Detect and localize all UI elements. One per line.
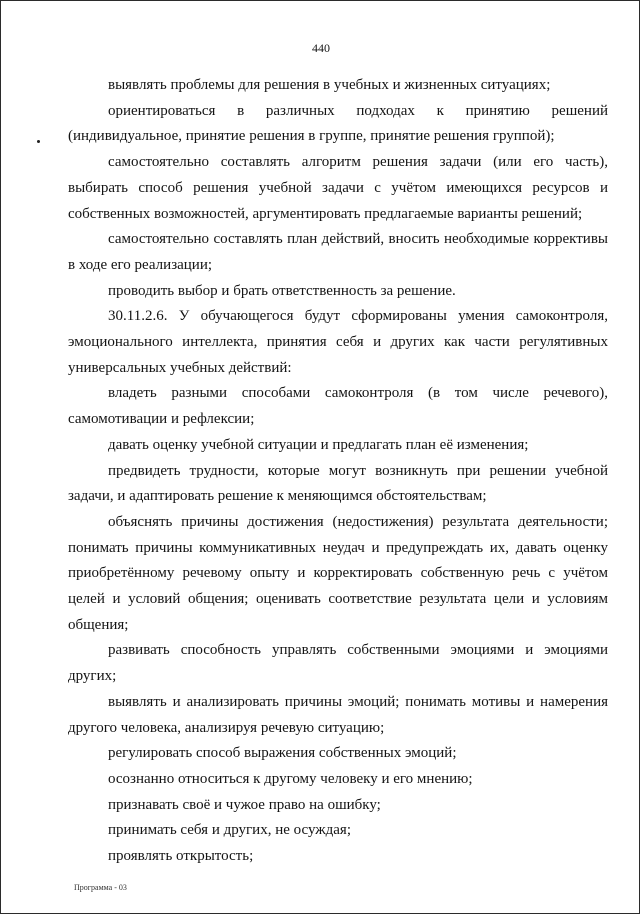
margin-mark <box>37 140 40 143</box>
paragraph: самостоятельно составлять план действий, вносить необходимые коррективы в ходе его реализации; <box>68 231 608 273</box>
paragraph: давать оценку учебной ситуации и предлагать план её изменения; <box>108 436 529 453</box>
paragraph: регулировать способ выражения собственных эмоций; <box>108 745 457 762</box>
footer-label: Программа - 03 <box>74 883 127 892</box>
paragraph: ориентироваться в различных подходах к принятию решений (индивидуальное, принятие решения в группе, принятие решения группой); <box>68 102 608 145</box>
paragraph: проводить выбор и брать ответственность за решение. <box>108 282 456 299</box>
paragraph: принимать себя и других, не осуждая; <box>108 822 352 839</box>
section-paragraph: 30.11.2.6. У обучающегося будут сформированы умения самоконтроля, эмоционального интеллекта, принятия себя и других как части регулятивных универсальных учебных действий: <box>68 308 608 376</box>
paragraph: объяснять причины достижения (недостижения) результата деятельности; понимать причины коммуникативных неудач и предупреждать их, давать оценку приобретённому речевому опыту и корректировать собственную речь с учётом целей и условий общения; оценивать соответствие результата цели и условиям общения; <box>68 513 608 633</box>
paragraph: самостоятельно составлять алгоритм решения задачи (или его часть), выбирать способ решения учебной задачи с учётом имеющихся ресурсов и собственных возможностей, аргументировать предлагаемые варианты решений; <box>68 154 608 222</box>
paragraph: выявлять и анализировать причины эмоций; понимать мотивы и намерения другого человека, анализируя речевую ситуацию; <box>68 693 608 736</box>
paragraph: осознанно относиться к другому человеку и его мнению; <box>108 770 473 787</box>
paragraph: предвидеть трудности, которые могут возникнуть при решении учебной задачи, и адаптировать решение к меняющимся обстоятельствам; <box>68 462 608 505</box>
paragraph: выявлять проблемы для решения в учебных и жизненных ситуациях; <box>108 77 551 93</box>
paragraph: владеть разными способами самоконтроля (в том числе речевого), самомотивации и рефлексии; <box>68 385 608 428</box>
paragraph: проявлять открытость; <box>108 848 254 865</box>
paragraph: признавать своё и чужое право на ошибку; <box>108 796 381 813</box>
paragraph: развивать способность управлять собственными эмоциями и эмоциями других; <box>68 642 608 685</box>
body-text <box>68 73 608 870</box>
page-number: 440 <box>312 41 330 55</box>
